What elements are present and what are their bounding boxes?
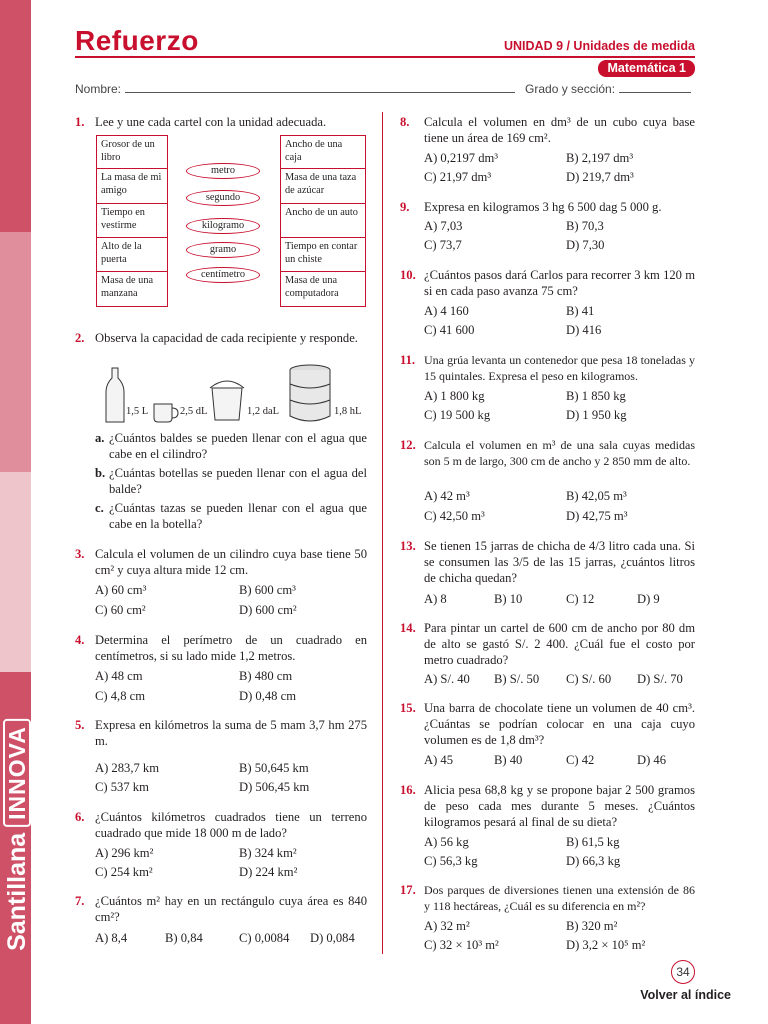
card[interactable]: Masa de una computadora [285,275,339,299]
option-d[interactable]: D) 3,2 × 10⁵ m² [566,938,646,952]
question-8 [400,114,695,186]
option-c[interactable]: C) 4,8 cm [95,689,146,703]
option-d[interactable]: D) 416 [566,323,602,337]
left-cards [96,135,168,307]
option-a[interactable]: A) 0,2197 dm³ [424,151,499,165]
card[interactable]: Masa de una taza de azúcar [281,169,365,204]
question-text: ¿Cuántos pasos dará Carlos para recorrer 3 km 120 m si en cada paso avanza 75 cm? [424,268,695,298]
option-b[interactable]: B) 324 km² [239,846,297,860]
option-b[interactable]: B) 40 [494,753,523,767]
question-10 [400,267,695,339]
subitem-text: ¿Cuántos baldes se pueden llenar con el agua que cabe en el cilindro? [109,431,367,461]
option-d[interactable]: D) 0,48 cm [239,689,297,703]
option-a[interactable]: A) 8,4 [95,931,128,945]
question-number: 6. [75,810,85,824]
option-b[interactable]: B) 61,5 kg [566,835,620,849]
question-11 [400,352,695,424]
question-15 [400,700,695,772]
question-5 [75,717,367,797]
option-a[interactable]: A) 283,7 km [95,761,160,775]
vessel-label: 1,5 L [126,406,149,417]
question-17 [400,882,695,954]
brand-name: Santillana [3,832,31,951]
question-2-subitems [95,430,367,530]
question-text: ¿Cuántos m² hay en un rectángulo cuya área es 840 cm²? [95,894,367,924]
subitem-letter: b. [95,466,106,480]
option-b[interactable]: B) 320 m² [566,919,618,933]
header-rule [75,56,695,58]
question-7 [75,893,367,949]
question-number: 5. [75,718,85,732]
grade-field[interactable] [619,82,691,93]
card[interactable]: Ancho de un auto [281,204,365,238]
right-cards [280,135,366,307]
option-d[interactable]: D) 9 [637,592,660,606]
question-4 [75,632,367,702]
card[interactable]: La masa de mi amigo [97,169,167,204]
brand-line: INNOVA [3,719,31,827]
card[interactable]: Masa de una manzana [101,275,154,299]
card[interactable]: Tiempo en vestirme [97,204,167,238]
question-number: 14. [400,621,416,635]
question-text: Dos parques de diversiones tienen una extensión de 86 y 118 hectáreas, ¿Cuál es su diferencia en m²? [424,883,695,913]
question-number: 13. [400,539,416,553]
option-c[interactable]: C) 21,97 dm³ [424,170,492,184]
option-c[interactable]: C) 537 km [95,780,149,794]
question-text: Expresa en kilogramos 3 hg 6 500 dag 5 000 g. [424,200,662,214]
option-b[interactable]: B) 42,05 m³ [566,489,627,503]
grade-label: Grado y sección: [525,82,616,96]
option-d[interactable]: D) 0,084 [310,931,355,945]
question-6 [75,809,367,881]
brand-logo [2,690,32,980]
option-c[interactable]: C) S/. 60 [566,672,612,686]
name-field[interactable] [125,82,515,93]
option-d[interactable]: D) 600 cm² [239,603,297,617]
question-number: 15. [400,701,416,715]
vessel-label: 1,8 hL [334,406,362,417]
subitem-letter: a. [95,431,105,445]
option-d[interactable]: D) 1 950 kg [566,408,627,422]
card[interactable]: Alto de la puerta [97,238,167,272]
option-a[interactable]: A) 4 160 [424,304,469,318]
subitem-text: ¿Cuántas tazas se pueden llenar con el agua que cabe en la botella? [109,501,367,531]
option-a[interactable]: A) 1 800 kg [424,389,485,403]
question-number: 16. [400,783,416,797]
question-text: Expresa en kilómetros la suma de 5 mam 3,7 hm 275 m. [95,718,367,748]
option-d[interactable]: D) 7,30 [566,238,605,252]
page-number: 34 [671,960,695,984]
name-row [75,82,695,96]
option-a[interactable]: A) 42 m³ [424,489,470,503]
unit-label: UNIDAD 9 / Unidades de medida [503,39,695,53]
side-stripe-top [0,0,31,232]
option-c[interactable]: C) 32 × 10³ m² [424,938,499,952]
option-d[interactable]: D) 219,7 dm³ [566,170,634,184]
question-number: 11. [400,353,416,367]
question-text: Determina el perímetro de un cuadrado en centímetros, si su lado mide 1,2 metros. [95,633,367,663]
question-text: Una barra de chocolate tiene un volumen de 40 cm³. ¿Cuántas se podrían colocar en una caja cuyo volumen es de 1,8 dm³? [424,701,695,747]
option-c[interactable]: C) 42,50 m³ [424,509,485,523]
card[interactable]: Ancho de una caja [281,136,365,169]
question-text: Calcula el volumen en dm³ de un cubo cuya base tiene un área de 169 cm². [424,115,695,145]
option-c[interactable]: C) 56,3 kg [424,854,478,868]
question-text: Una grúa levanta un contenedor que pesa 18 toneladas y 15 quintales. Expresa el peso en kilogramos. [424,353,695,383]
option-d[interactable]: D) 46 [637,753,667,767]
option-c[interactable]: C) 254 km² [95,865,153,879]
option-a[interactable]: A) 56 kg [424,835,469,849]
question-text: Para pintar un cartel de 600 cm de ancho por 80 dm de alto se gastó S/. 2 400. ¿Cuál fue el costo por metro cuadrado? [424,621,695,667]
option-b[interactable]: B) 600 cm³ [239,583,296,597]
question-text: ¿Cuántos kilómetros cuadrados tiene un terreno cuadrado que mide 18 000 m de lado? [95,810,367,840]
question-number: 9. [400,200,410,214]
option-b[interactable]: B) 10 [494,592,523,606]
subitem-letter: c. [95,501,104,515]
card[interactable]: Grosor de un libro [97,136,167,169]
option-c[interactable]: C) 41 600 [424,323,475,337]
option-b[interactable]: B) 70,3 [566,219,604,233]
question-14 [400,620,695,692]
question-12 [400,437,695,527]
question-number: 8. [400,115,410,129]
option-c[interactable]: C) 42 [566,753,595,767]
option-a[interactable]: A) 45 [424,753,454,767]
column-divider [382,112,383,954]
page-title: Refuerzo [75,25,199,56]
question-number: 1. [75,115,85,129]
option-d[interactable]: D) 66,3 kg [566,854,621,868]
subject-badge: Matemática 1 [598,60,695,77]
option-a[interactable]: A) 7,03 [424,219,463,233]
option-d[interactable]: D) 224 km² [239,865,298,879]
vessels-figure [100,364,370,424]
option-a[interactable]: A) 48 cm [95,669,143,683]
question-text: Calcula el volumen de un cilindro cuya base tiene 50 cm² y cuya altura mide 12 cm. [95,547,367,577]
side-stripe-mid [0,232,31,472]
option-c[interactable]: C) 73,7 [424,238,462,252]
unit-oval[interactable]: metro [186,163,260,179]
option-c[interactable]: C) 19 500 kg [424,408,491,422]
option-d[interactable]: D) 506,45 km [239,780,310,794]
question-number: 3. [75,547,85,561]
card[interactable]: Tiempo en contar un chiste [281,238,365,272]
option-b[interactable]: B) 41 [566,304,595,318]
question-number: 2. [75,331,85,345]
subitem-text: ¿Cuántas botellas se pueden llenar con el agua del balde? [109,466,367,496]
option-b[interactable]: B) 1 850 kg [566,389,626,403]
option-a[interactable]: A) 296 km² [95,846,154,860]
question-3 [75,546,367,616]
question-9 [400,199,695,255]
option-c[interactable]: C) 0,0084 [239,931,290,945]
unit-oval[interactable]: segundo [186,190,260,206]
option-b[interactable]: B) S/. 50 [494,672,540,686]
back-to-index-link[interactable]: Volver al índice [640,988,731,1002]
option-c[interactable]: C) 60 cm² [95,603,146,617]
option-a[interactable]: A) 60 cm³ [95,583,147,597]
question-number: 4. [75,633,85,647]
unit-oval[interactable]: kilogramo [186,218,260,234]
question-text: Se tienen 15 jarras de chicha de 4/3 litro cada una. Si se consumen las 3/5 de las 15 jarras, ¿cuántos litros de chicha quedan? [424,539,695,585]
option-d[interactable]: D) 42,75 m³ [566,509,628,523]
option-c[interactable]: C) 12 [566,592,595,606]
option-a[interactable]: A) S/. 40 [424,672,470,686]
question-13 [400,538,695,610]
question-text: Alicia pesa 68,8 kg y se propone bajar 2 500 gramos de peso cada mes durante 5 meses. ¿Cuántos kilogramos pesará al final de su dieta? [424,783,695,829]
option-b[interactable]: B) 0,84 [165,931,203,945]
option-b[interactable]: B) 2,197 dm³ [566,151,634,165]
vessel-label: 2,5 dL [180,406,208,417]
unit-oval[interactable]: gramo [186,242,260,258]
question-text: Observa la capacidad de cada recipiente y responde. [95,331,358,345]
question-number: 17. [400,883,416,897]
vessel-label: 1,2 daL [247,406,280,417]
option-b[interactable]: B) 50,645 km [239,761,309,775]
question-number: 7. [75,894,85,908]
question-16 [400,782,695,872]
option-d[interactable]: D) S/. 70 [637,672,683,686]
question-number: 12. [400,438,416,452]
unit-oval[interactable]: centímetro [186,267,260,283]
name-label: Nombre: [75,82,122,96]
side-stripe-light [0,472,31,672]
option-a[interactable]: A) 32 m² [424,919,470,933]
question-number: 10. [400,268,416,282]
option-a[interactable]: A) 8 [424,592,447,606]
question-text: Calcula el volumen en m³ de una sala cuyas medidas son 5 m de largo, 300 cm de ancho y 2 850 mm de alto. [424,438,695,468]
option-b[interactable]: B) 480 cm [239,669,293,683]
question-text: Lee y une cada cartel con la unidad adecuada. [95,115,327,129]
